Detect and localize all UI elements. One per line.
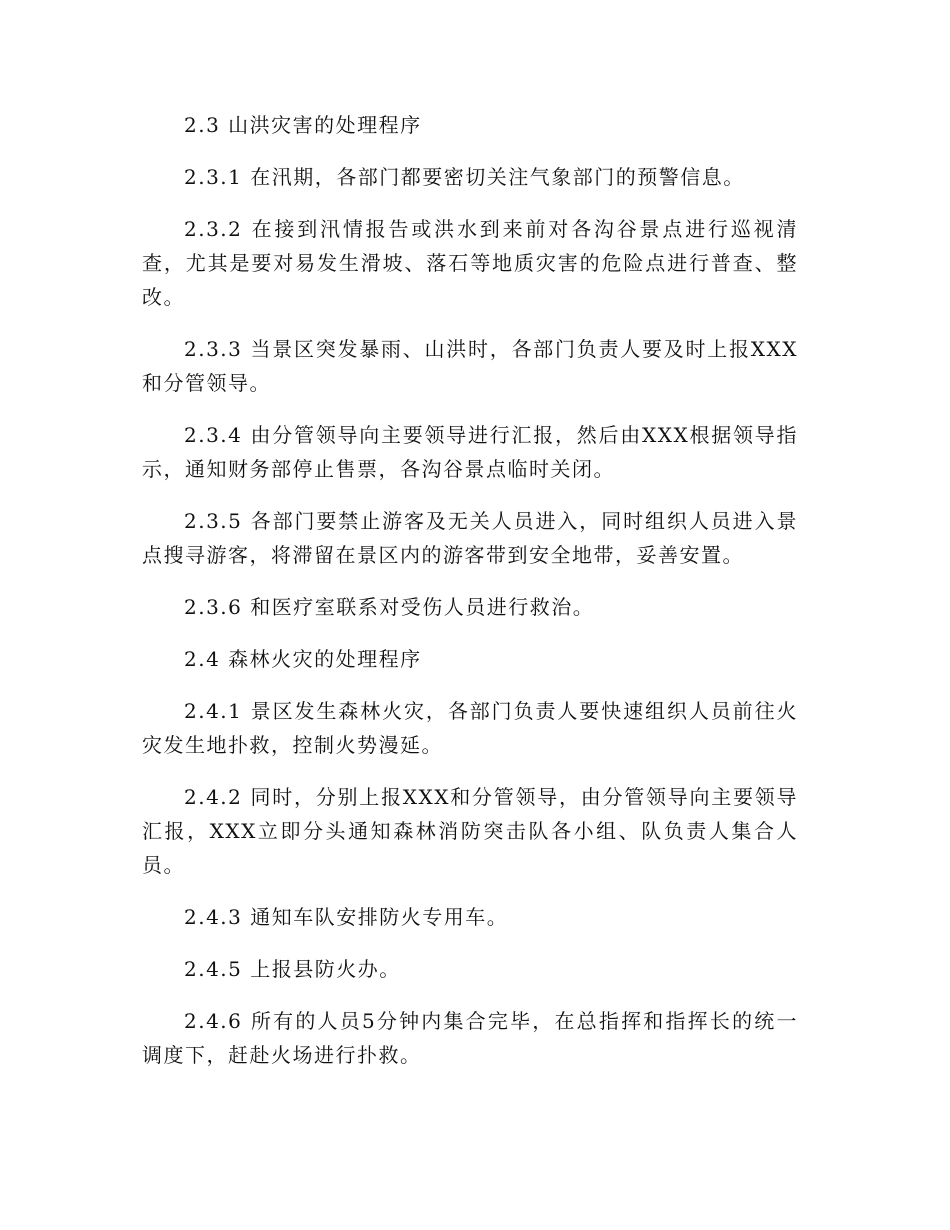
paragraph-2-3-5: 2.3.5 各部门要禁止游客及无关人员进入，同时组织人员进入景点搜寻游客，将滞留在景区内的游客带到安全地带，妥善安置。 [142,509,798,567]
paragraph-2-4-5: 2.4.5 上报县防火办。 [184,957,401,981]
paragraph-2-4-2: 2.4.2 同时，分别上报XXX和分管领导，由分管领导向主要领导汇报，XXX立即分头通知森林消防突击队各小组、队负责人集合人员。 [142,785,798,877]
paragraph-2-4-6: 2.4.6 所有的人员5分钟内集合完毕，在总指挥和指挥长的统一调度下，赶赴火场进行扑救。 [142,1009,798,1067]
paragraph-2-3-4: 2.3.4 由分管领导向主要领导进行汇报，然后由XXX根据领导指示，通知财务部停止售票，各沟谷景点临时关闭。 [142,423,798,481]
paragraph-2-3-1: 2.3.1 在汛期，各部门都要密切关注气象部门的预警信息。 [184,165,745,189]
document-body [142,108,798,1090]
section-heading-2-3: 2.3 山洪灾害的处理程序 [184,113,422,137]
paragraph-2-3-3: 2.3.3 当景区突发暴雨、山洪时，各部门负责人要及时上报XXX和分管领导。 [142,337,798,395]
section-heading-2-4: 2.4 森林火灾的处理程序 [184,647,422,671]
paragraph-2-3-6: 2.3.6 和医疗室联系对受伤人员进行救治。 [184,595,595,619]
paragraph-2-4-3: 2.4.3 通知车队安排防火专用车。 [184,905,509,929]
paragraph-2-4-1: 2.4.1 景区发生森林火灾，各部门负责人要快速组织人员前往火灾发生地扑救，控制火势漫延。 [142,699,798,757]
paragraph-2-3-2: 2.3.2 在接到汛情报告或洪水到来前对各沟谷景点进行巡视清查，尤其是要对易发生滑坡、落石等地质灾害的危险点进行普查、整改。 [142,217,798,309]
